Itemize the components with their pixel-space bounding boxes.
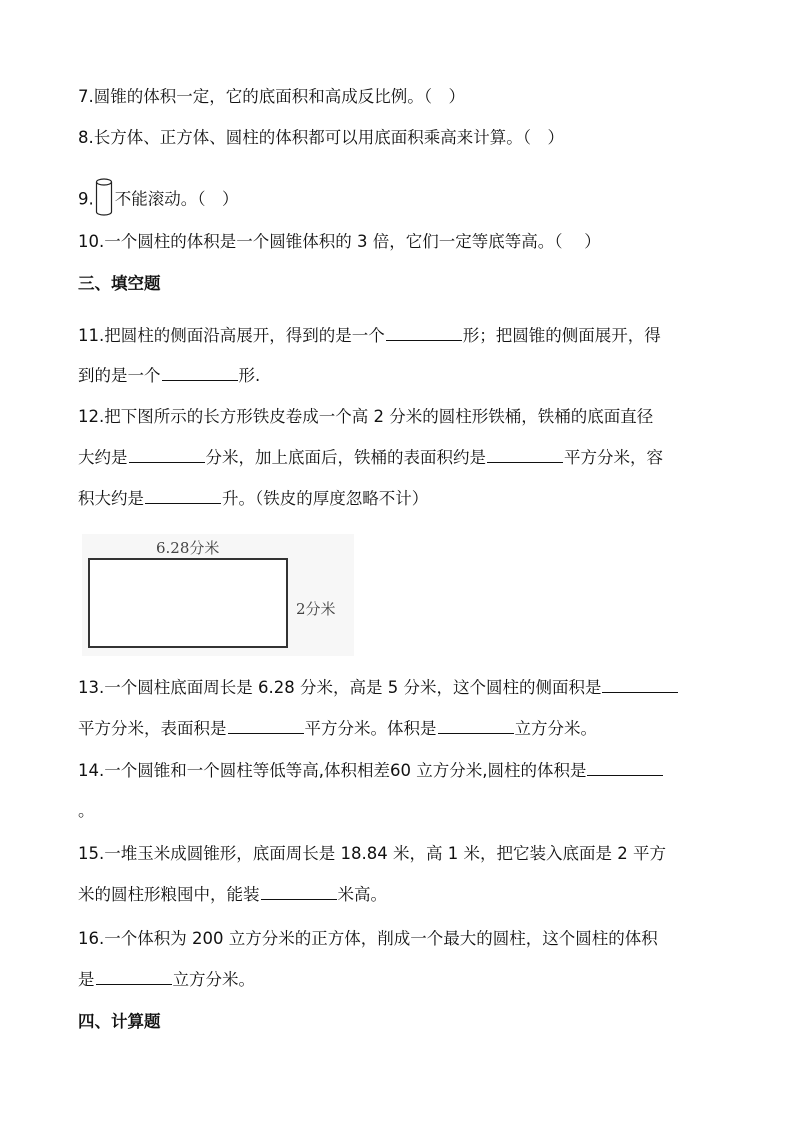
question-9 [78, 178, 239, 222]
q12-text-b: 大约是 [78, 448, 128, 467]
q15-text-b: 米的圆柱形粮囤中，能装 [78, 885, 260, 904]
q11-text-b: 形；把圆锥的侧面展开，得 [462, 326, 661, 345]
question-7: 7.圆锥的体积一定，它的底面积和高成反比例。（ ） [78, 87, 465, 106]
question-13-line-1 [78, 677, 679, 699]
question-11-line-1 [78, 325, 661, 347]
q11-text-d: 形. [238, 366, 261, 385]
question-9-number: 9. [78, 189, 94, 209]
answer-blank[interactable] [145, 488, 221, 504]
answer-blank[interactable] [438, 718, 514, 734]
q13-text-d: 立方分米。 [514, 719, 597, 738]
question-15-line-2 [78, 884, 387, 906]
question-14-line-1 [78, 760, 664, 782]
section-4-heading: 四、计算题 [78, 1012, 161, 1031]
q14-text-a: 14.一个圆锥和一个圆柱等低等高,体积相差60 立方分米,圆柱的体积是 [78, 761, 587, 780]
question-12-line-1: 12.把下图所示的长方形铁皮卷成一个高 2 分米的圆柱形铁桶，铁桶的底面直径 [78, 407, 654, 426]
q13-text-c: 平方分米。体积是 [304, 719, 437, 738]
question-10: 10.一个圆柱的体积是一个圆锥体积的 3 倍，它们一定等底等高。（ ） [78, 232, 601, 251]
q11-text-c: 到的是一个 [78, 366, 161, 385]
rectangle-shape [88, 558, 288, 648]
q16-text-c: 立方分米。 [172, 970, 255, 989]
question-13-line-2 [78, 718, 597, 740]
question-16-line-1: 16.一个体积为 200 立方分米的正方体，削成一个最大的圆柱，这个圆柱的体积 [78, 929, 658, 948]
question-12-line-2 [78, 447, 663, 469]
q12-text-e: 积大约是 [78, 489, 144, 508]
answer-blank[interactable] [96, 969, 172, 985]
answer-blank[interactable] [386, 325, 462, 341]
question-14-line-2: 。 [78, 801, 95, 820]
q15-text-c: 米高。 [337, 885, 387, 904]
question-15-line-1: 15.一堆玉米成圆锥形，底面周长是 18.84 米，高 1 米，把它装入底面是 2 平方 [78, 844, 666, 863]
q13-text-b: 平方分米，表面积是 [78, 719, 227, 738]
answer-blank[interactable] [587, 760, 663, 776]
height-label: 2分米 [296, 600, 336, 618]
answer-blank[interactable] [162, 365, 238, 381]
question-11-line-2 [78, 365, 260, 387]
cylinder-icon [95, 178, 113, 222]
q16-text-b: 是 [78, 970, 95, 989]
question-12-line-3 [78, 488, 428, 510]
question-16-line-2 [78, 969, 255, 991]
answer-blank[interactable] [228, 718, 304, 734]
answer-blank[interactable] [487, 447, 563, 463]
section-3-heading: 三、填空题 [78, 274, 161, 293]
answer-blank[interactable] [129, 447, 205, 463]
q13-text-a: 13.一个圆柱底面周长是 6.28 分米，高是 5 分米，这个圆柱的侧面积是 [78, 678, 602, 697]
width-label: 6.28分米 [156, 539, 220, 557]
question-8: 8.长方体、正方体、圆柱的体积都可以用底面积乘高来计算。（ ） [78, 128, 564, 147]
answer-blank[interactable] [602, 677, 678, 693]
answer-blank[interactable] [261, 884, 337, 900]
q12-text-d: 平方分米，容 [564, 448, 663, 467]
question-9-text: 不能滚动。（ ） [114, 189, 239, 209]
q11-text-a: 11.把圆柱的侧面沿高展开，得到的是一个 [78, 326, 385, 345]
rectangle-figure [82, 534, 354, 656]
q12-text-c: 分米，加上底面后，铁桶的表面积约是 [205, 448, 486, 467]
q12-text-f: 升。（铁皮的厚度忽略不计） [222, 489, 429, 508]
